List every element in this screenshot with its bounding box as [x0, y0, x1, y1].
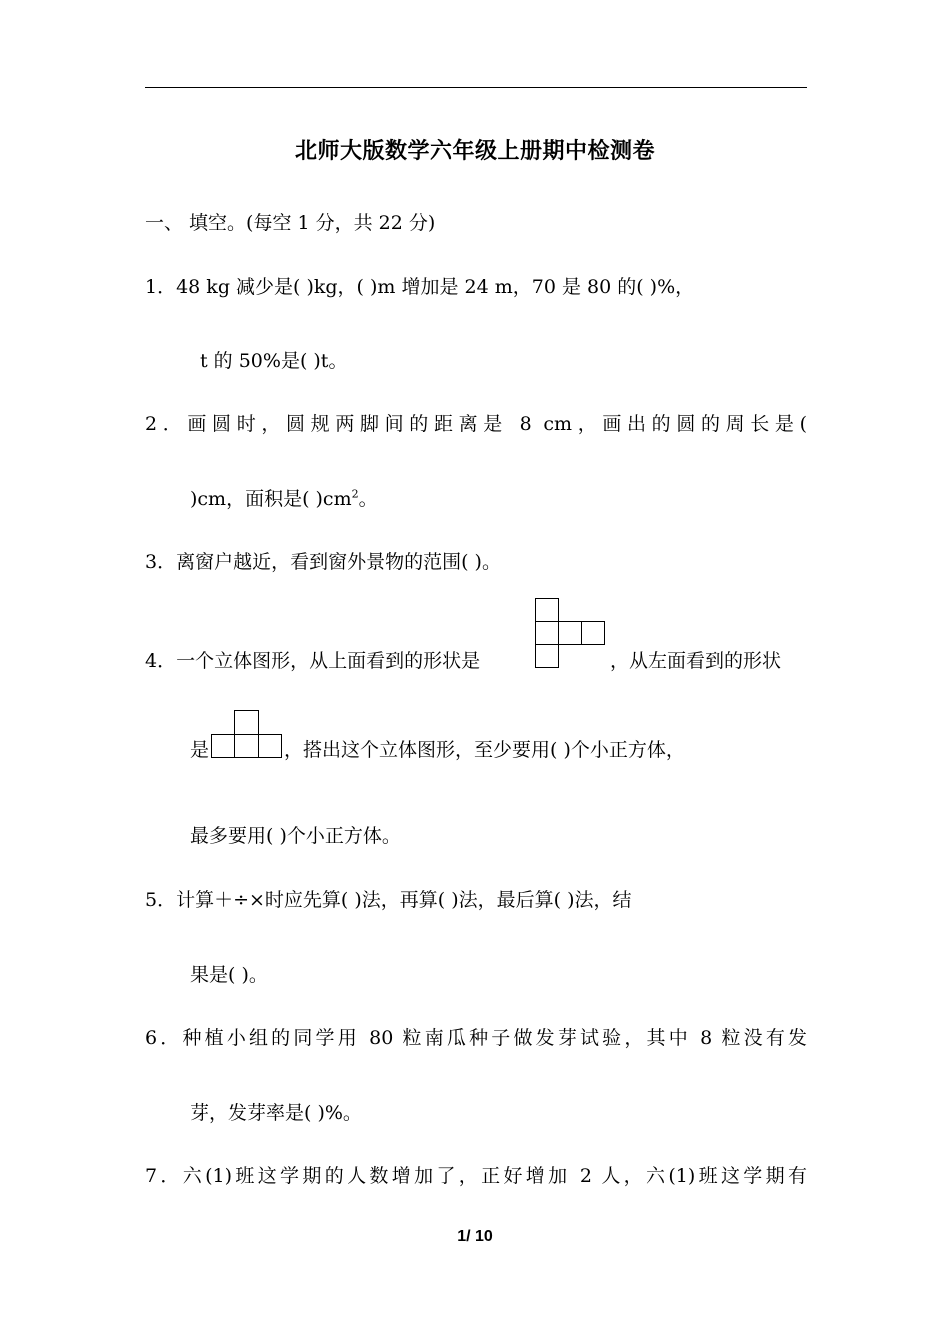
left-view-cell	[258, 734, 282, 758]
left-view-cell	[234, 710, 259, 735]
question-4-line-1-a: 4．一个立体图形，从上面看到的形状是	[145, 650, 481, 672]
page-number: 1/ 10	[457, 1228, 493, 1245]
top-view-figure	[535, 598, 605, 668]
left-view-figure	[211, 710, 282, 758]
header-rule	[145, 87, 807, 88]
question-2-line-2-text: )cm，面积是( )cm	[190, 488, 352, 510]
question-2-line-2-end: 。	[358, 488, 378, 510]
question-4-line-2-a: 是	[190, 739, 210, 761]
question-1-line-2: t 的 50%是( )t。	[200, 350, 348, 372]
question-6-line-2: 芽，发芽率是( )%。	[190, 1102, 362, 1124]
question-2-line-2	[190, 487, 378, 510]
question-4-line-1-b: ，从左面看到的形状	[610, 650, 782, 672]
superscript-2: 2	[351, 487, 359, 501]
top-view-cell	[581, 621, 605, 645]
top-view-cell	[535, 598, 559, 622]
question-4-line-2-b: ，搭出这个立体图形，至少要用( )个小正方体，	[284, 739, 685, 761]
left-view-cell	[234, 734, 259, 758]
question-4-line-3: 最多要用( )个小正方体。	[190, 825, 401, 847]
top-view-cell	[535, 644, 559, 668]
question-6-line-1: 6．种植小组的同学用 80 粒南瓜种子做发芽试验，其中 8 粒没有发	[145, 1027, 807, 1049]
question-5-line-1: 5．计算＋÷×时应先算( )法，再算( )法，最后算( )法，结	[145, 889, 632, 911]
question-1-line-1: 1．48 kg 减少是( )kg，( )m 增加是 24 m，70 是 80 的( )%，	[145, 276, 695, 298]
top-view-cell	[558, 621, 582, 645]
section-heading: 一、 填空。(每空 1 分，共 22 分)	[145, 212, 436, 234]
question-7-line-1: 7．六(1)班这学期的人数增加了，正好增加 2 人，六(1)班这学期有	[145, 1165, 807, 1187]
question-5-line-2: 果是( )。	[190, 964, 268, 986]
question-3-line-1: 3．离窗户越近，看到窗外景物的范围( )。	[145, 551, 501, 573]
page-title: 北师大版数学六年级上册期中检测卷	[294, 139, 655, 164]
left-view-cell	[211, 734, 235, 758]
question-2-line-1: 2．画圆时，圆规两脚间的距离是 8 cm，画出的圆的周长是(	[145, 413, 807, 435]
top-view-cell	[535, 621, 559, 645]
